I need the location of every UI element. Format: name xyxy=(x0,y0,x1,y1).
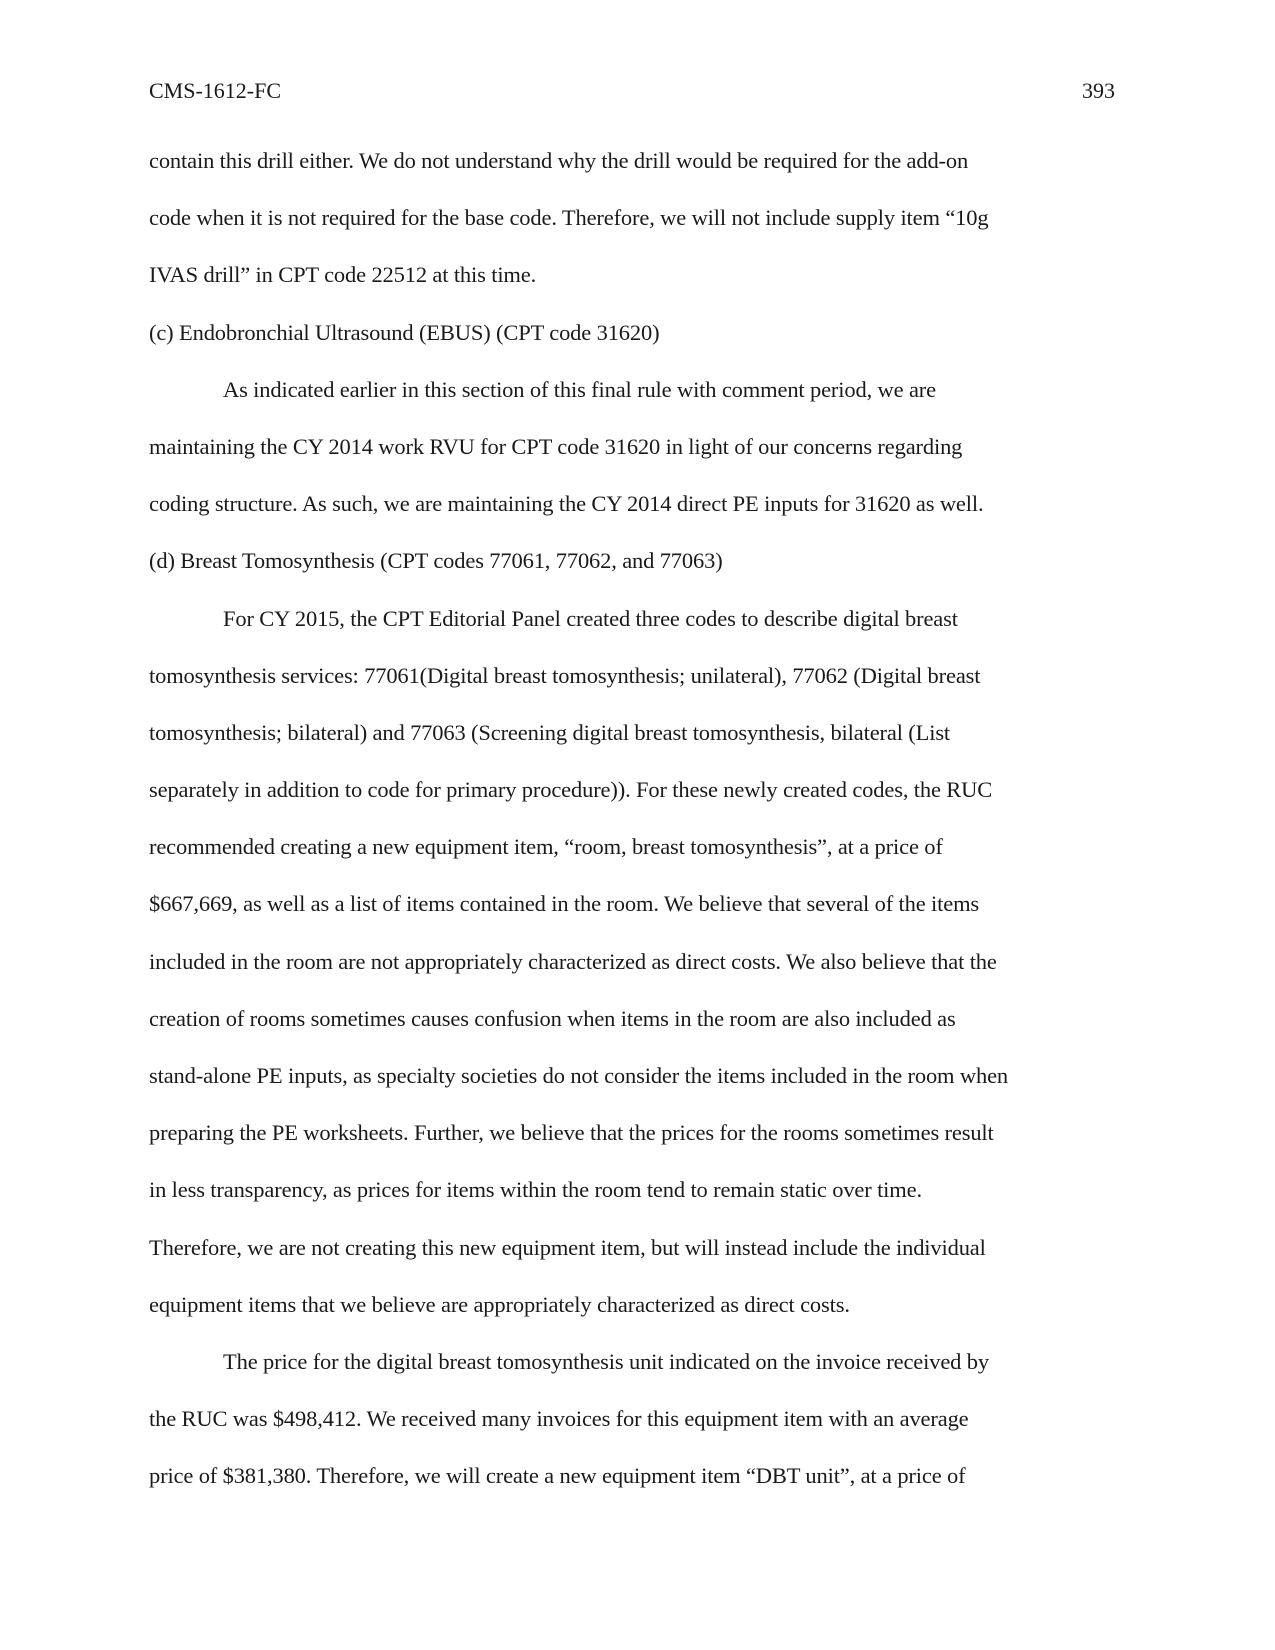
page-header xyxy=(149,76,1115,106)
text-line: creation of rooms sometimes causes confusion when items in the room are also included as xyxy=(149,1005,956,1031)
text-line: contain this drill either. We do not understand why the drill would be required for the add-on xyxy=(149,148,969,173)
text-line: price of $381,380. Therefore, we will create a new equipment item “DBT unit”, at a price of xyxy=(149,1463,966,1489)
text-line: tomosynthesis services: 77061(Digital breast tomosynthesis; unilateral), 77062 (Digital breast xyxy=(149,662,981,688)
text-line: separately in addition to code for primary procedure)). For these newly created codes, the RUC xyxy=(149,777,993,803)
section-heading-ebus: (c) Endobronchial Ultrasound (EBUS) (CPT code 31620) xyxy=(149,319,660,345)
text-line: code when it is not required for the base code. Therefore, we will not include supply item “10g xyxy=(149,205,989,231)
text-line: stand-alone PE inputs, as specialty societies do not consider the items included in the room when xyxy=(149,1063,1009,1088)
text-line: Therefore, we are not creating this new equipment item, but will instead include the individual xyxy=(149,1234,986,1260)
page-number: 393 xyxy=(1082,78,1115,103)
text-line: maintaining the CY 2014 work RVU for CPT code 31620 in light of our concerns regarding xyxy=(149,433,963,459)
text-line: recommended creating a new equipment item, “room, breast tomosynthesis”, at a price of xyxy=(149,834,943,860)
text-line: $667,669, as well as a list of items contained in the room. We believe that several of the items xyxy=(149,891,980,917)
text-line: preparing the PE worksheets. Further, we believe that the prices for the rooms sometimes result xyxy=(149,1120,994,1146)
text-line: equipment items that we believe are appropriately characterized as direct costs. xyxy=(149,1291,850,1317)
text-line: For CY 2015, the CPT Editorial Panel created three codes to describe digital breast xyxy=(223,605,958,631)
text-line: The price for the digital breast tomosynthesis unit indicated on the invoice received by xyxy=(223,1348,989,1374)
document-id: CMS-1612-FC xyxy=(149,78,282,103)
text-line: IVAS drill” in CPT code 22512 at this time. xyxy=(149,262,537,288)
text-line: included in the room are not appropriately characterized as direct costs. We also believe that the xyxy=(149,948,997,974)
section-heading-breast-tomosynthesis: (d) Breast Tomosynthesis (CPT codes 77061, 77062, and 77063) xyxy=(149,548,723,574)
text-line: As indicated earlier in this section of this final rule with comment period, we are xyxy=(223,376,936,402)
text-line: tomosynthesis; bilateral) and 77063 (Screening digital breast tomosynthesis, bilateral (List xyxy=(149,719,951,745)
text-line: in less transparency, as prices for items within the room tend to remain static over time. xyxy=(149,1177,922,1203)
text-line: coding structure. As such, we are maintaining the CY 2014 direct PE inputs for 31620 as well. xyxy=(149,491,984,517)
text-line: the RUC was $498,412. We received many invoices for this equipment item with an average xyxy=(149,1406,969,1432)
body-text xyxy=(149,132,1119,1505)
